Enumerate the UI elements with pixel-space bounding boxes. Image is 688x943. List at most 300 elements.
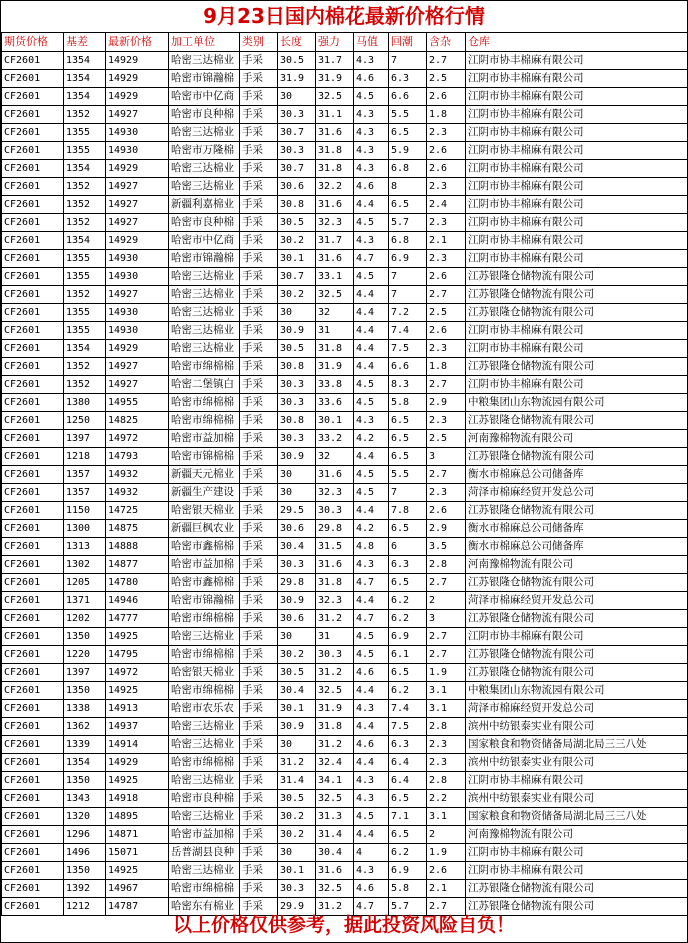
table-cell: 4.6 (354, 70, 389, 88)
table-cell: 衡水市棉麻总公司储备库 (466, 520, 688, 538)
table-cell: 31.8 (316, 160, 354, 178)
table-cell: 7 (389, 268, 427, 286)
table-cell: 哈密市良种棉 (169, 106, 240, 124)
table-cell: 6.5 (389, 790, 427, 808)
table-cell: 哈密市鑫棉棉 (169, 538, 240, 556)
table-cell: 4.5 (354, 88, 389, 106)
table-cell: 哈密三达棉业 (169, 862, 240, 880)
table-cell: 30.6 (278, 610, 316, 628)
table-cell: 30.2 (278, 826, 316, 844)
table-cell: 江阴市协丰棉麻有限公司 (466, 628, 688, 646)
table-cell: 哈密三达棉业 (169, 808, 240, 826)
table-cell: 6.4 (389, 772, 427, 790)
table-cell: 4.6 (354, 880, 389, 898)
table-cell: 30.4 (316, 844, 354, 862)
table-cell: 6.1 (389, 646, 427, 664)
table-cell: 哈密市绵棉棉 (169, 646, 240, 664)
table-cell: 30.9 (278, 322, 316, 340)
table-cell: 4.7 (354, 574, 389, 592)
table-cell: 1350 (64, 628, 106, 646)
table-row (2, 610, 688, 628)
table-cell: 哈密市绵棉棉 (169, 754, 240, 772)
table-cell: 2.6 (427, 160, 466, 178)
disclaimer: 以上价格仅供参考，据此投资风险自负！ (172, 914, 515, 936)
table-cell: CF2601 (2, 538, 64, 556)
table-cell: 2.7 (427, 376, 466, 394)
table-cell: CF2601 (2, 232, 64, 250)
table-cell: 2.3 (427, 412, 466, 430)
table-cell: 14825 (106, 412, 169, 430)
table-cell: 2.3 (427, 214, 466, 232)
table-cell: 7.1 (389, 808, 427, 826)
table-cell: 哈密市中亿商 (169, 88, 240, 106)
table-cell: 1352 (64, 106, 106, 124)
table-row (2, 754, 688, 772)
table-cell: 江阴市协丰棉麻有限公司 (466, 52, 688, 70)
table-cell: 6.5 (389, 196, 427, 214)
table-cell: CF2601 (2, 358, 64, 376)
table-cell: 河南豫棉物流有限公司 (466, 826, 688, 844)
table-cell: 31.8 (316, 718, 354, 736)
table-cell: 31.3 (316, 808, 354, 826)
table-cell: CF2601 (2, 124, 64, 142)
table-cell: 30.3 (278, 106, 316, 124)
table-cell: 2.9 (427, 520, 466, 538)
table-cell: 14925 (106, 772, 169, 790)
table-cell: 1371 (64, 592, 106, 610)
table-cell: 7 (389, 286, 427, 304)
table-cell: 新疆天元棉业 (169, 466, 240, 484)
table-cell: 哈密三达棉业 (169, 124, 240, 142)
table-cell: 31.8 (316, 574, 354, 592)
table-cell: 哈密市良种棉 (169, 214, 240, 232)
table-cell: 4.4 (354, 304, 389, 322)
table-cell: 手采 (240, 772, 278, 790)
table-cell: 手采 (240, 502, 278, 520)
table-cell: 哈密三达棉业 (169, 268, 240, 286)
table-cell: 哈密市中亿商 (169, 232, 240, 250)
table-cell: 2.7 (427, 646, 466, 664)
table-cell: 手采 (240, 466, 278, 484)
table-cell: 29.5 (278, 502, 316, 520)
table-row (2, 574, 688, 592)
table-cell: 14888 (106, 538, 169, 556)
table-cell: 手采 (240, 430, 278, 448)
table-cell: 4.4 (354, 286, 389, 304)
table-cell: 2.7 (427, 628, 466, 646)
table-cell: 哈密市绵棉棉 (169, 682, 240, 700)
table-cell: 江阴市协丰棉麻有限公司 (466, 124, 688, 142)
table-cell: 14793 (106, 448, 169, 466)
table-cell: CF2601 (2, 808, 64, 826)
table-cell: 14937 (106, 718, 169, 736)
table-cell: 手采 (240, 304, 278, 322)
table-cell: 江阴市协丰棉麻有限公司 (466, 106, 688, 124)
table-cell: 手采 (240, 358, 278, 376)
table-cell: 30.8 (278, 358, 316, 376)
table-row (2, 880, 688, 898)
table-cell: 手采 (240, 862, 278, 880)
table-cell: 江阴市协丰棉麻有限公司 (466, 862, 688, 880)
table-cell: 1354 (64, 754, 106, 772)
table-cell: 7 (389, 484, 427, 502)
table-cell: 4.5 (354, 268, 389, 286)
table-cell: 4.4 (354, 682, 389, 700)
table-cell: 30.5 (278, 214, 316, 232)
table-cell: 1392 (64, 880, 106, 898)
table-cell: 31.6 (316, 196, 354, 214)
table-cell: 2.7 (427, 286, 466, 304)
table-cell: 中粮集团山东物流园有限公司 (466, 682, 688, 700)
table-cell: 1205 (64, 574, 106, 592)
table-cell: 6.5 (389, 574, 427, 592)
table-cell: 手采 (240, 610, 278, 628)
table-cell: 3.1 (427, 808, 466, 826)
table-row (2, 502, 688, 520)
table-cell: 1218 (64, 448, 106, 466)
table-cell: CF2601 (2, 628, 64, 646)
table-cell: 4.8 (354, 538, 389, 556)
table-cell: 1362 (64, 718, 106, 736)
table-cell: 14930 (106, 268, 169, 286)
table-cell: 手采 (240, 682, 278, 700)
table-cell: 14918 (106, 790, 169, 808)
table-cell: 手采 (240, 826, 278, 844)
table-cell: 1354 (64, 232, 106, 250)
table-cell: 14927 (106, 376, 169, 394)
table-cell: 手采 (240, 664, 278, 682)
column-header: 回潮 (389, 33, 427, 52)
table-cell: 2.6 (427, 502, 466, 520)
column-header: 仓库 (466, 33, 688, 52)
table-cell: 江苏银隆仓储物流有限公司 (466, 646, 688, 664)
table-cell: 哈密市绵棉棉 (169, 394, 240, 412)
table-cell: 14929 (106, 340, 169, 358)
table-cell: 菏泽市棉麻经贸开发总公司 (466, 592, 688, 610)
table-cell: 30.3 (278, 376, 316, 394)
table-cell: 4.3 (354, 772, 389, 790)
table-cell: 手采 (240, 52, 278, 70)
table-cell: 2.3 (427, 484, 466, 502)
table-cell: 1352 (64, 286, 106, 304)
table-cell: 手采 (240, 214, 278, 232)
table-cell: 14877 (106, 556, 169, 574)
table-cell: 6.9 (389, 862, 427, 880)
column-header: 长度 (278, 33, 316, 52)
table-cell: 4.4 (354, 592, 389, 610)
table-cell: 6.6 (389, 358, 427, 376)
table-cell: 手采 (240, 556, 278, 574)
table-cell: 30.1 (278, 250, 316, 268)
table-cell: 中粮集团山东物流园有限公司 (466, 394, 688, 412)
table-cell: 6.2 (389, 592, 427, 610)
table-cell: 手采 (240, 286, 278, 304)
table-cell: CF2601 (2, 610, 64, 628)
table-cell: 6.5 (389, 826, 427, 844)
table-cell: CF2601 (2, 862, 64, 880)
table-cell: 7 (389, 52, 427, 70)
table-row (2, 808, 688, 826)
table-cell: 哈密三达棉业 (169, 772, 240, 790)
table-row (2, 772, 688, 790)
table-cell: 4.4 (354, 718, 389, 736)
table-cell: 1.9 (427, 664, 466, 682)
table-cell: 14930 (106, 322, 169, 340)
table-cell: 哈密市万隆棉 (169, 142, 240, 160)
table-cell: 32.5 (316, 286, 354, 304)
table-cell: 31.2 (316, 664, 354, 682)
table-cell: 江苏银隆仓储物流有限公司 (466, 358, 688, 376)
table-cell: 1354 (64, 70, 106, 88)
table-cell: 4.3 (354, 160, 389, 178)
table-cell: 30.1 (316, 412, 354, 430)
table-cell: 江阴市协丰棉麻有限公司 (466, 160, 688, 178)
table-cell: 江苏银隆仓储物流有限公司 (466, 898, 688, 916)
table-cell: 30 (278, 304, 316, 322)
table-cell: CF2601 (2, 898, 64, 916)
table-cell: 4.4 (354, 340, 389, 358)
table-cell: 滨州中纺银泰实业有限公司 (466, 790, 688, 808)
table-cell: 4.3 (354, 556, 389, 574)
table-cell: 2.3 (427, 736, 466, 754)
table-cell: 14929 (106, 160, 169, 178)
table-cell: 手采 (240, 754, 278, 772)
table-cell: 江苏银隆仓储物流有限公司 (466, 664, 688, 682)
table-cell: 30.9 (278, 592, 316, 610)
table-cell: 14927 (106, 358, 169, 376)
table-cell: 5.7 (389, 898, 427, 916)
table-cell: 5.8 (389, 880, 427, 898)
table-cell: 哈密市绵棉棉 (169, 610, 240, 628)
table-cell: 岳普湖县良种 (169, 844, 240, 862)
table-cell: CF2601 (2, 592, 64, 610)
table-cell: 30.8 (278, 412, 316, 430)
table-cell: 14929 (106, 70, 169, 88)
table-cell: 6.2 (389, 844, 427, 862)
table-cell: 30 (278, 628, 316, 646)
table-row (2, 520, 688, 538)
table-cell: 哈密三达棉业 (169, 160, 240, 178)
table-cell: 7.5 (389, 340, 427, 358)
table-cell: CF2601 (2, 790, 64, 808)
table-cell: 6.5 (389, 520, 427, 538)
table-cell: 31.2 (316, 736, 354, 754)
table-cell: 6.3 (389, 70, 427, 88)
table-row (2, 124, 688, 142)
table-cell: 1355 (64, 250, 106, 268)
table-cell: 2.7 (427, 898, 466, 916)
table-cell: 14927 (106, 214, 169, 232)
table-cell: CF2601 (2, 52, 64, 70)
table-cell: 31.4 (316, 826, 354, 844)
table-cell: 哈密三达棉业 (169, 322, 240, 340)
table-cell: 哈密三达棉业 (169, 178, 240, 196)
table-cell: 江苏银隆仓储物流有限公司 (466, 286, 688, 304)
table-cell: 32.5 (316, 88, 354, 106)
table-row (2, 466, 688, 484)
table-cell: 14930 (106, 124, 169, 142)
table-cell: CF2601 (2, 484, 64, 502)
table-body (2, 52, 688, 916)
table-cell: 30.2 (278, 808, 316, 826)
table-cell: 6.3 (389, 736, 427, 754)
table-cell: 4.7 (354, 610, 389, 628)
table-cell: 手采 (240, 898, 278, 916)
table-cell: 衡水市棉麻总公司储备库 (466, 538, 688, 556)
table-cell: 3.1 (427, 700, 466, 718)
table-cell: 2.5 (427, 70, 466, 88)
table-cell: 31.2 (316, 610, 354, 628)
table-cell: 7.4 (389, 700, 427, 718)
table-cell: 1313 (64, 538, 106, 556)
table-cell: 手采 (240, 592, 278, 610)
table-cell: 30.2 (278, 286, 316, 304)
table-cell: 2.6 (427, 88, 466, 106)
table-cell: 14972 (106, 430, 169, 448)
table-cell: 手采 (240, 106, 278, 124)
table-cell: CF2601 (2, 268, 64, 286)
table-cell: CF2601 (2, 160, 64, 178)
table-cell: 4.3 (354, 142, 389, 160)
table-cell: 哈密市绵棉棉 (169, 880, 240, 898)
table-cell: 1496 (64, 844, 106, 862)
table-cell: 14925 (106, 628, 169, 646)
table-cell: CF2601 (2, 322, 64, 340)
table-cell: 4.5 (354, 628, 389, 646)
table-cell: 14780 (106, 574, 169, 592)
table-cell: 1355 (64, 268, 106, 286)
table-cell: 30.1 (278, 862, 316, 880)
column-header: 加工单位 (169, 33, 240, 52)
table-cell: 32 (316, 448, 354, 466)
table-cell: 2.7 (427, 52, 466, 70)
table-cell: 1355 (64, 322, 106, 340)
table-cell: 1355 (64, 124, 106, 142)
table-cell: CF2601 (2, 196, 64, 214)
table-cell: 江苏银隆仓储物流有限公司 (466, 574, 688, 592)
table-cell: 滨州中纺银泰实业有限公司 (466, 754, 688, 772)
table-cell: 江阴市协丰棉麻有限公司 (466, 250, 688, 268)
table-cell: 4.5 (354, 466, 389, 484)
table-cell: 30.3 (316, 502, 354, 520)
table-cell: 6.6 (389, 88, 427, 106)
table-cell: 4.3 (354, 106, 389, 124)
table-cell: 32.3 (316, 214, 354, 232)
column-header: 马值 (354, 33, 389, 52)
table-cell: CF2601 (2, 106, 64, 124)
table-cell: 江苏银隆仓储物流有限公司 (466, 880, 688, 898)
table-cell: 30.3 (316, 646, 354, 664)
table-cell: 7.5 (389, 718, 427, 736)
table-cell: 手采 (240, 574, 278, 592)
table-cell: 14946 (106, 592, 169, 610)
table-cell: 1350 (64, 862, 106, 880)
table-cell: 手采 (240, 250, 278, 268)
table-cell: 30.5 (278, 664, 316, 682)
table-cell: 1357 (64, 484, 106, 502)
table-cell: 1.8 (427, 358, 466, 376)
table-cell: 30.3 (278, 430, 316, 448)
table-row (2, 646, 688, 664)
table-cell: 6 (389, 538, 427, 556)
table-cell: 江阴市协丰棉麻有限公司 (466, 214, 688, 232)
table-row (2, 214, 688, 232)
table-cell: 5.8 (389, 394, 427, 412)
table-cell: CF2601 (2, 214, 64, 232)
table-cell: 手采 (240, 718, 278, 736)
column-header: 最新价格 (106, 33, 169, 52)
table-cell: 14913 (106, 700, 169, 718)
table-cell: 手采 (240, 88, 278, 106)
table-cell: 2.9 (427, 394, 466, 412)
table-cell: 手采 (240, 628, 278, 646)
table-cell: 1220 (64, 646, 106, 664)
table-cell: 新疆巨枫农业 (169, 520, 240, 538)
table-cell: 7.4 (389, 322, 427, 340)
table-cell: 4.7 (354, 250, 389, 268)
table-cell: 31.8 (316, 340, 354, 358)
table-row (2, 340, 688, 358)
table-cell: 14927 (106, 196, 169, 214)
table-cell: 6.8 (389, 160, 427, 178)
table-cell: 哈密市绵棉棉 (169, 412, 240, 430)
table-cell: 14927 (106, 106, 169, 124)
table-cell: 2.3 (427, 754, 466, 772)
table-cell: 31.8 (316, 142, 354, 160)
table-cell: 30.7 (278, 268, 316, 286)
table-cell: 32.4 (316, 754, 354, 772)
table-cell: 4.4 (354, 322, 389, 340)
table-cell: 1357 (64, 466, 106, 484)
table-cell: 菏泽市棉麻经贸开发总公司 (466, 700, 688, 718)
table-cell: 2.8 (427, 718, 466, 736)
table-cell: CF2601 (2, 772, 64, 790)
table-cell: CF2601 (2, 700, 64, 718)
table-cell: 手采 (240, 484, 278, 502)
table-cell: 江阴市协丰棉麻有限公司 (466, 70, 688, 88)
table-cell: 哈密市农乐农 (169, 700, 240, 718)
table-cell: 手采 (240, 196, 278, 214)
table-cell: 31.2 (278, 754, 316, 772)
table-cell: 国家粮食和物资储备局湖北局三三八处 (466, 808, 688, 826)
table-cell: 1352 (64, 358, 106, 376)
table-cell: 14967 (106, 880, 169, 898)
table-cell: 4.4 (354, 448, 389, 466)
table-cell: 哈密三达棉业 (169, 340, 240, 358)
table-cell: 4 (354, 844, 389, 862)
table-cell: 江阴市协丰棉麻有限公司 (466, 844, 688, 862)
table-cell: 2.7 (427, 574, 466, 592)
table-cell: 14875 (106, 520, 169, 538)
table-cell: 衡水市棉麻总公司储备库 (466, 466, 688, 484)
table-cell: 3 (427, 610, 466, 628)
table-cell: 14929 (106, 754, 169, 772)
table-cell: 30.3 (278, 880, 316, 898)
table-cell: CF2601 (2, 682, 64, 700)
table-cell: 江苏银隆仓储物流有限公司 (466, 502, 688, 520)
table-cell: 8.3 (389, 376, 427, 394)
table-row (2, 232, 688, 250)
table-cell: 哈密三达棉业 (169, 736, 240, 754)
table-cell: 新疆生产建设 (169, 484, 240, 502)
table-cell: 14895 (106, 808, 169, 826)
table-cell: 手采 (240, 394, 278, 412)
table-cell: 江苏银隆仓储物流有限公司 (466, 448, 688, 466)
table-cell: 31.6 (316, 250, 354, 268)
table-cell: 30.4 (278, 538, 316, 556)
table-cell: 手采 (240, 178, 278, 196)
table-cell: 30.2 (278, 646, 316, 664)
